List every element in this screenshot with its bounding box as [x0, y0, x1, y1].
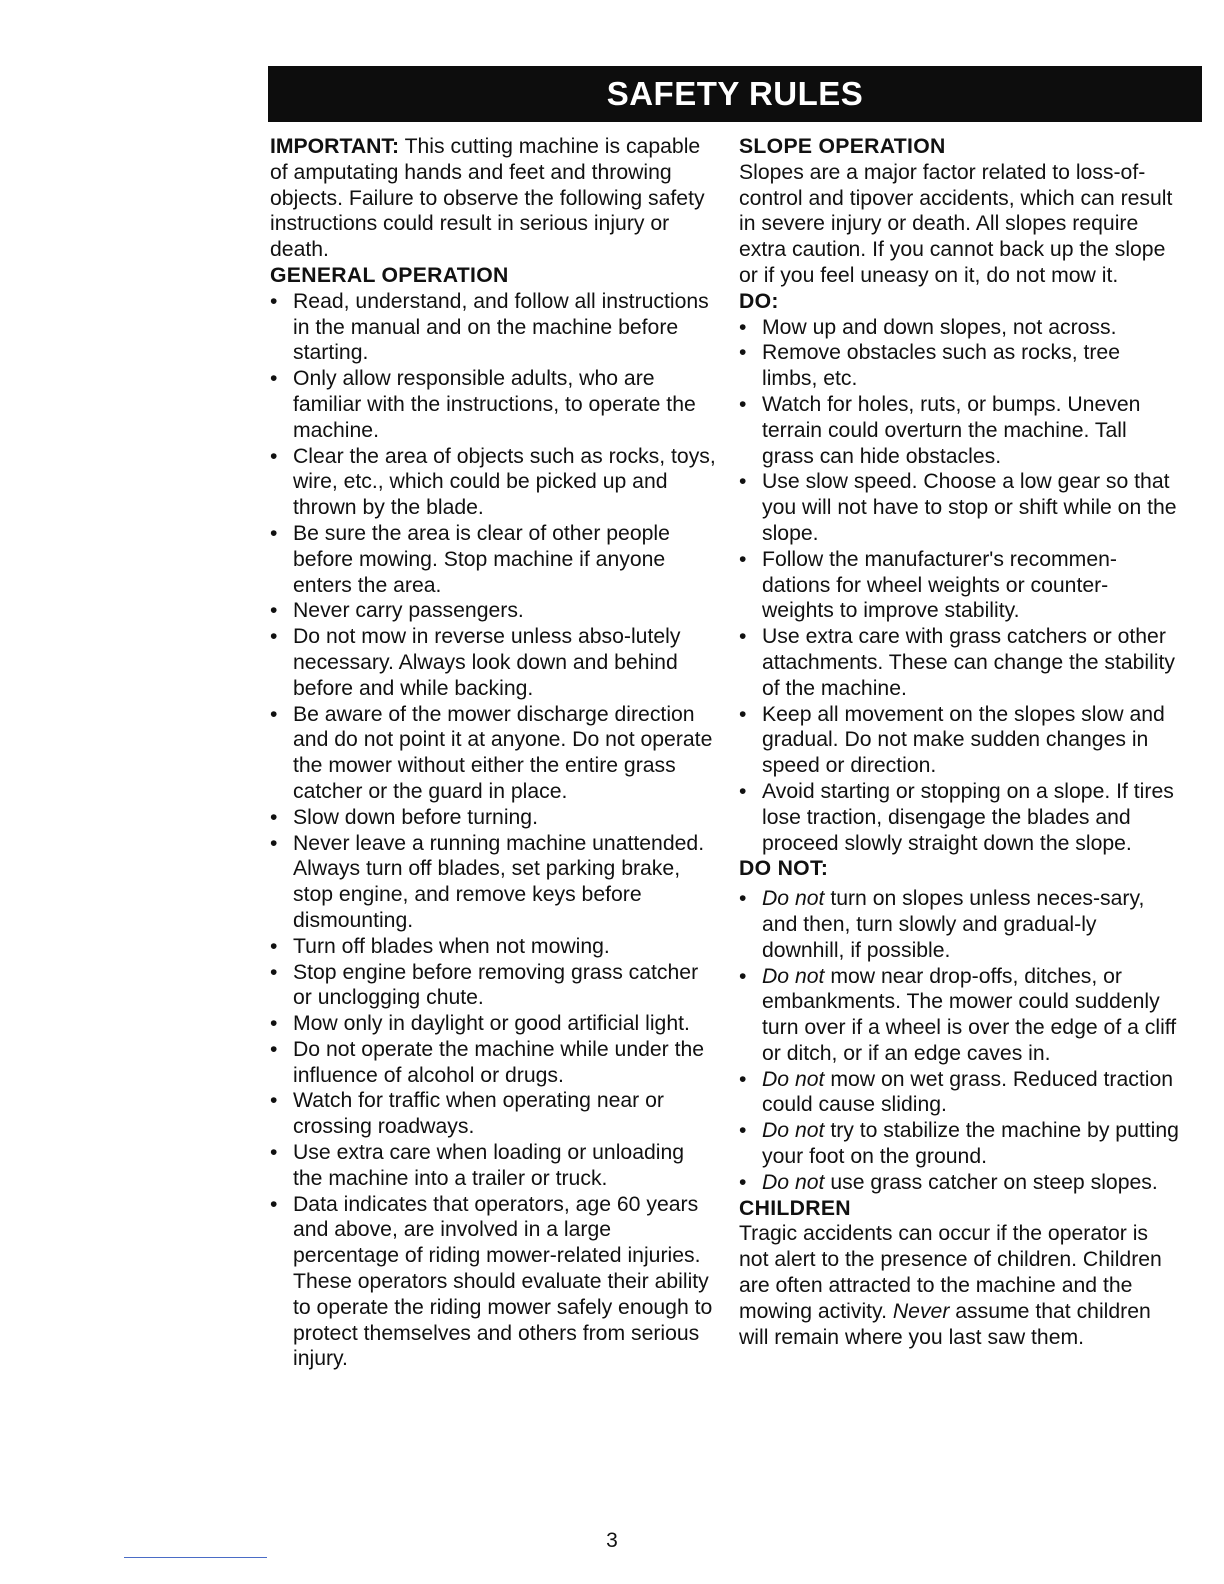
general-operation-list: [270, 289, 716, 1372]
children-heading: CHILDREN: [739, 1196, 851, 1220]
list-item: • Read, understand, and follow all instructions in the manual and on the machine before starting.: [270, 289, 709, 365]
list-item: • Do not mow in reverse unless abso-lutely necessary. Always look down and behind before and while backing.: [270, 625, 681, 700]
list-item: • Never leave a running machine unattended. Always turn off blades, set parking brake, stop engine, and remove keys before dismounting.: [270, 831, 705, 932]
list-item: • Use extra care when loading or unloading the machine into a trailer or truck.: [270, 1141, 685, 1190]
list-item: • Only allow responsible adults, who are familiar with the instructions, to operate the machine.: [270, 367, 696, 442]
list-item: • Stop engine before removing grass catcher or unclogging chute.: [270, 960, 699, 1010]
list-item: • Do not mow near drop-offs, ditches, or embankments. The mower could suddenly turn over if a wheel is over the edge of a cliff or ditch, or if an edge caves in.: [739, 964, 1177, 1065]
list-item: • Follow the manufacturer's recommen-dations for wheel weights or counter-weights to improve stability.: [739, 547, 1117, 623]
page-title: SAFETY RULES: [606, 75, 864, 112]
slope-operation-heading: SLOPE OPERATION: [739, 135, 946, 158]
list-item: • Mow only in daylight or good artificial light.: [270, 1012, 690, 1036]
children-paragraph: Tragic accidents can occur if the operator is not alert to the presence of children. Children are often attracted to the machine and the mowing activity. Never assume that children will remain where you last saw them.: [739, 1222, 1162, 1349]
list-item: • Be sure the area is clear of other people before mowing. Stop machine if anyone enters the area.: [270, 521, 670, 597]
list-item: • Keep all movement on the slopes slow and gradual. Do not make sudden changes in speed or direction.: [739, 702, 1165, 778]
footer-rule: [124, 1557, 267, 1558]
list-item: • Watch for traffic when operating near or crossing roadways.: [270, 1089, 664, 1139]
general-operation-heading: GENERAL OPERATION: [270, 263, 509, 287]
list-item: • Be aware of the mower discharge direction and do not point it at anyone. Do not operate the mower without either the entire grass catcher or the guard in place.: [270, 702, 713, 803]
right-column: [739, 134, 1179, 1350]
list-item: • Do not use grass catcher on steep slopes.: [739, 1170, 1158, 1194]
important-label: IMPORTANT:: [270, 135, 400, 158]
do-list: [739, 315, 1179, 857]
list-item: • Watch for holes, ruts, or bumps. Uneven terrain could overturn the machine. Tall grass can hide obstacles.: [739, 392, 1141, 468]
do-heading: DO:: [739, 289, 779, 313]
do-not-list: [739, 886, 1179, 1196]
list-item: • Do not turn on slopes unless neces-sary, and then, turn slowly and gradual-ly downhill, if possible.: [739, 887, 1145, 962]
do-not-heading: DO NOT:: [739, 857, 829, 881]
important-text: This cutting machine is capable of amputating hands and feet and throwing objects. Failure to observe the following safety instructions could result in serious injury or death.: [270, 135, 705, 262]
list-item: • Avoid starting or stopping on a slope. If tires lose traction, disengage the blades and proceed slowly straight down the slope.: [739, 779, 1174, 855]
list-item: • Data indicates that operators, age 60 years and above, are involved in a large percentage of riding mower-related injuries. These operators should evaluate their ability to operate the riding mower safely enough to protect themselves and others from serious injury.: [270, 1192, 713, 1371]
list-item: • Mow up and down slopes, not across.: [739, 315, 1117, 339]
list-item: • Remove obstacles such as rocks, tree limbs, etc.: [739, 341, 1120, 391]
slope-intro: Slopes are a major factor related to loss-of-control and tipover accidents, which can result in severe injury or death. All slopes require extra caution. If you cannot back up the slope or if you feel uneasy on it, do not mow it.: [739, 160, 1173, 287]
list-item: • Do not operate the machine while under the influence of alcohol or drugs.: [270, 1037, 705, 1087]
list-item: • Turn off blades when not mowing.: [270, 934, 610, 958]
list-item: • Do not try to stabilize the machine by putting your foot on the ground.: [739, 1119, 1179, 1169]
list-item: • Use extra care with grass catchers or other attachments. These can change the stability of the machine.: [739, 625, 1176, 700]
list-item: • Use slow speed. Choose a low gear so that you will not have to stop or shift while on the slope.: [739, 470, 1177, 545]
left-column: [270, 134, 716, 1372]
list-item: • Clear the area of objects such as rocks, toys, wire, etc., which could be picked up and thrown by the blade.: [270, 444, 716, 520]
important-paragraph: [270, 134, 716, 263]
list-item: • Slow down before turning.: [270, 805, 538, 829]
page-number: 3: [606, 1529, 618, 1552]
list-item: • Never carry passengers.: [270, 599, 524, 623]
list-item: • Do not mow on wet grass. Reduced traction could cause sliding.: [739, 1067, 1174, 1117]
section-banner: [268, 66, 1202, 122]
